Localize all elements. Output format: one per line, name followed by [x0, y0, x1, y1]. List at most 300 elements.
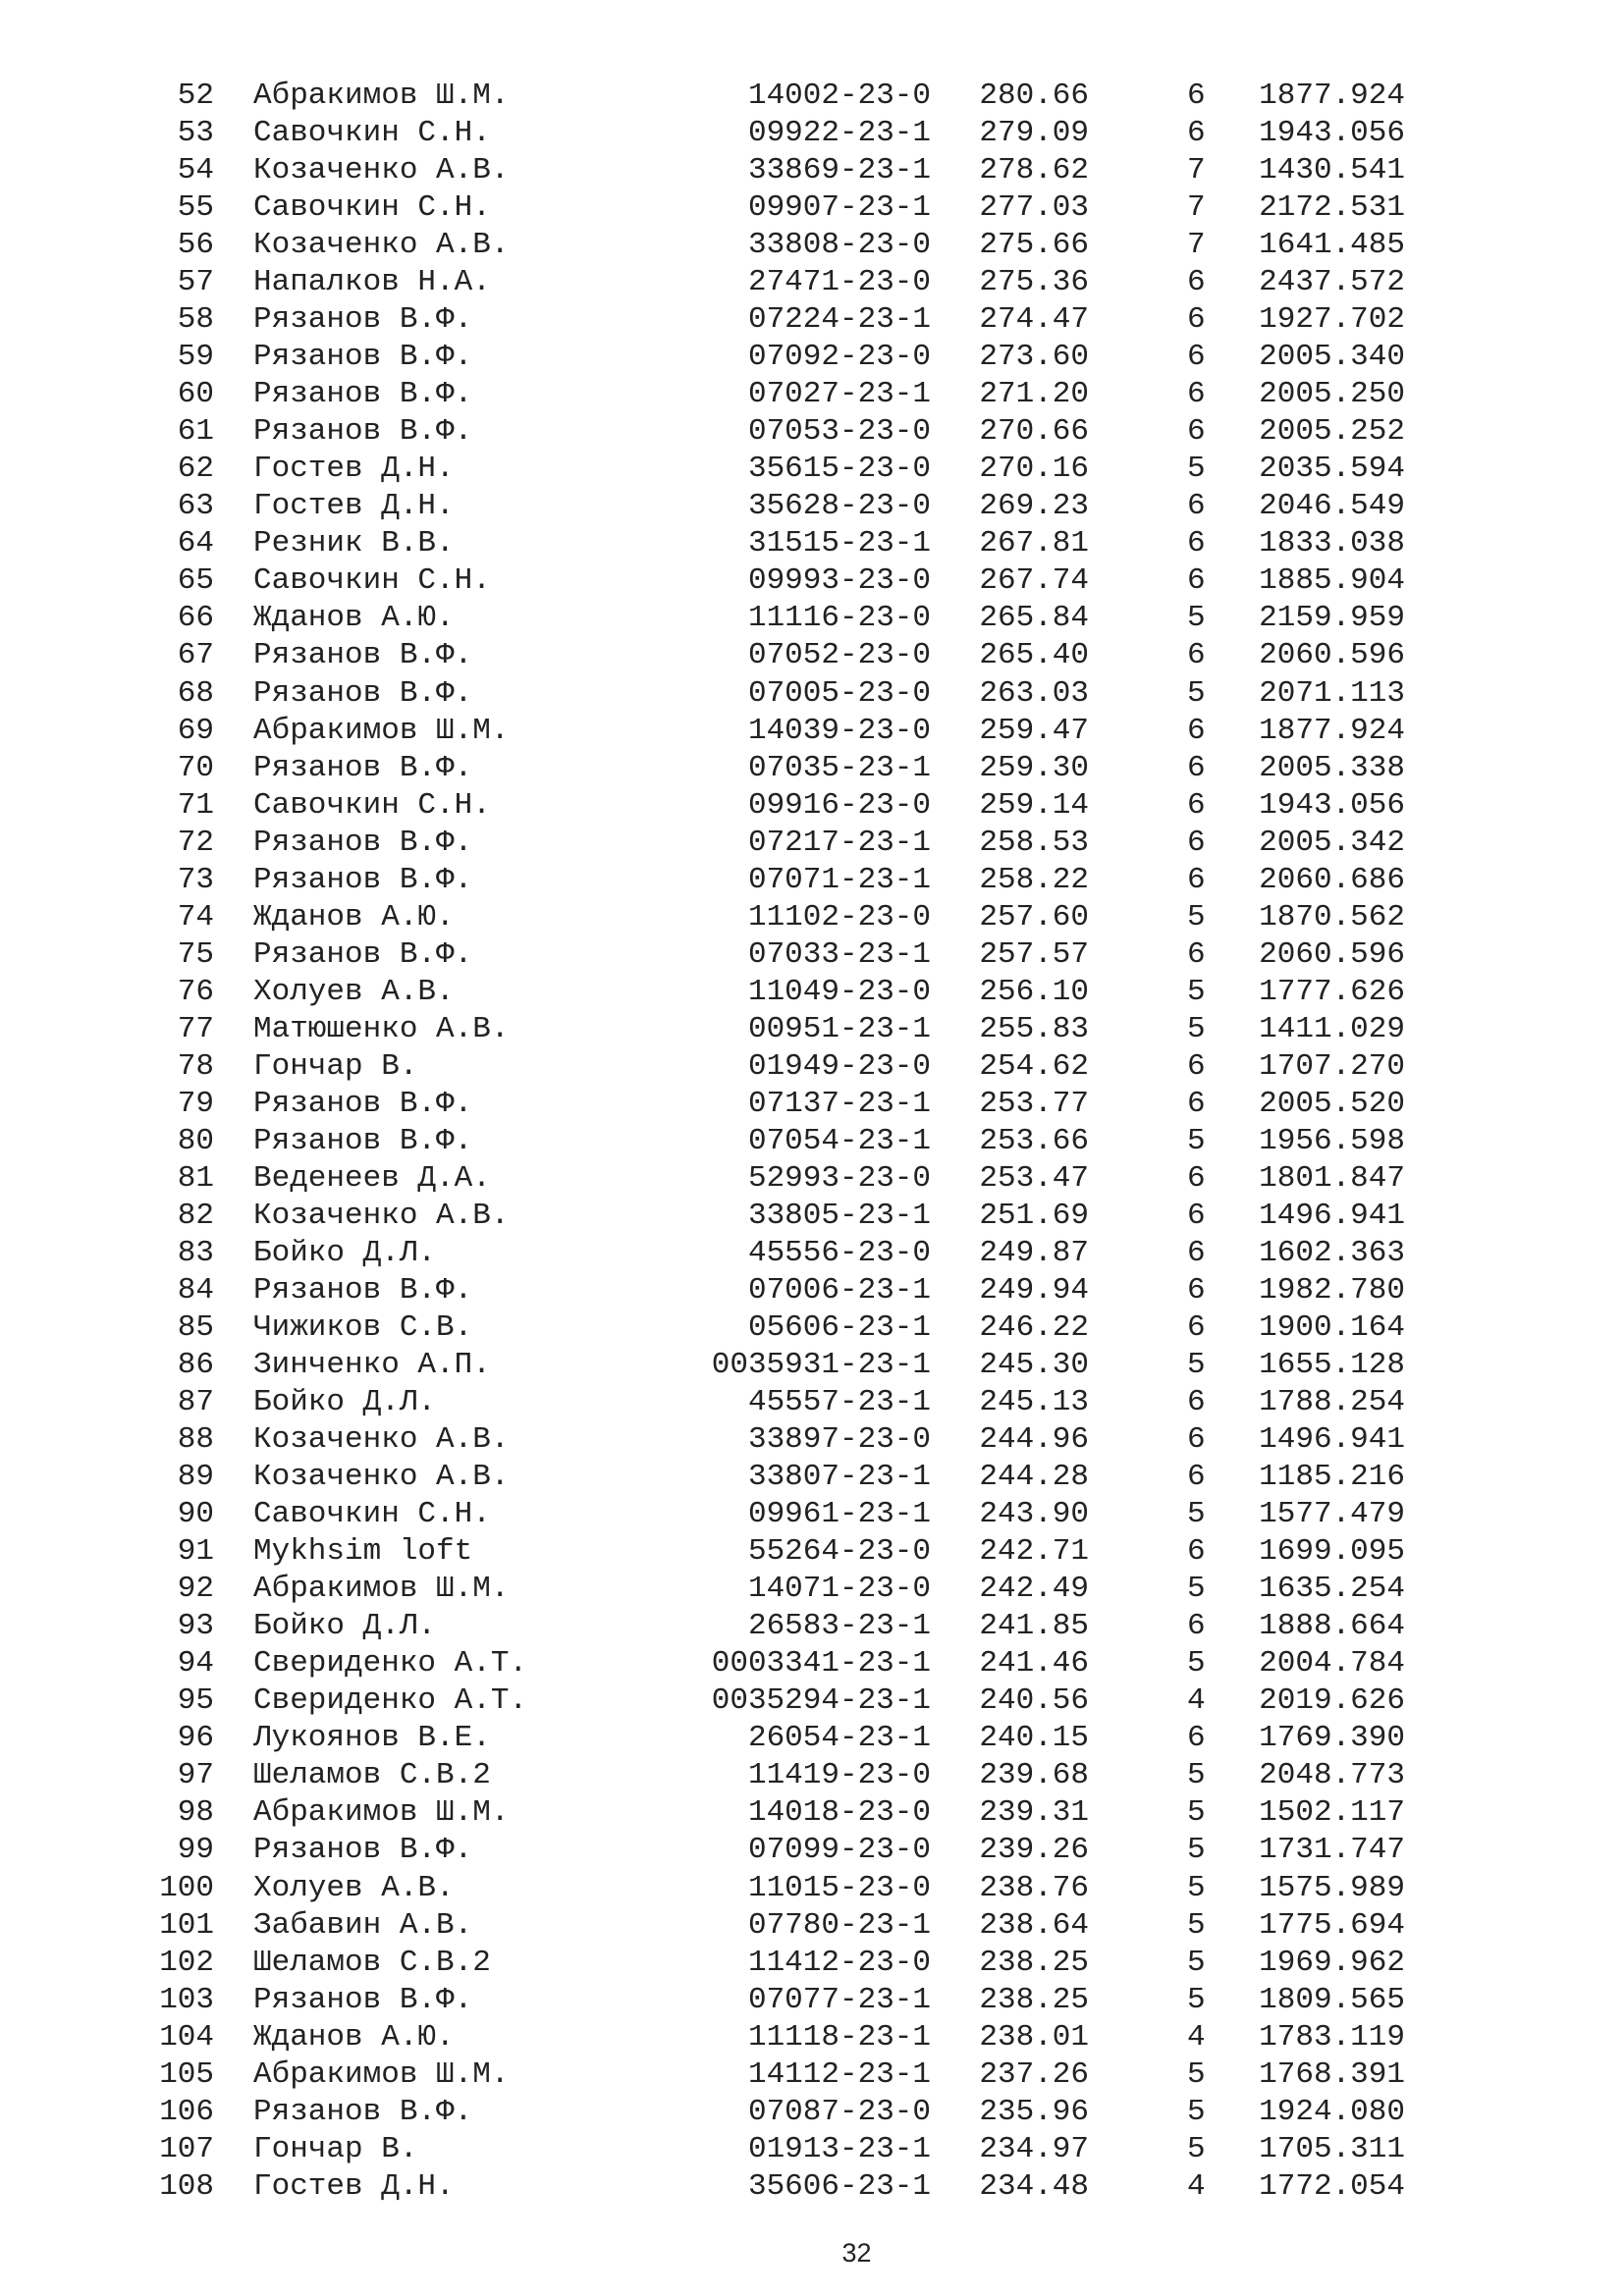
row-score: 253.47 [979, 1160, 1089, 1196]
row-count: 7 [1187, 190, 1206, 226]
row-count: 5 [1187, 1945, 1206, 1980]
row-score: 239.26 [979, 1833, 1089, 1868]
row-total: 1956.598 [1259, 1123, 1405, 1158]
row-name: Шеламов С.В.2 [253, 1945, 491, 1980]
row-score: 269.23 [979, 489, 1089, 524]
list-item [0, 2094, 1624, 2131]
row-score: 265.40 [979, 638, 1089, 673]
row-total: 1496.941 [1259, 1198, 1405, 1233]
row-name: Гостев Д.Н. [253, 2168, 455, 2204]
list-item [0, 899, 1624, 936]
row-number: 107 [159, 2131, 214, 2166]
row-code: 55264-23-0 [747, 1534, 931, 1570]
list-item [0, 1982, 1624, 2019]
row-score: 258.22 [979, 862, 1089, 897]
row-score: 259.30 [979, 750, 1089, 785]
list-item [0, 1011, 1624, 1048]
list-item [0, 1272, 1624, 1309]
row-number: 57 [177, 265, 214, 300]
list-item [0, 936, 1624, 974]
row-total: 1602.363 [1259, 1235, 1405, 1270]
row-number: 89 [177, 1460, 214, 1495]
row-name: Абракимов Ш.М. [253, 1795, 510, 1831]
row-code: 35606-23-1 [747, 2168, 931, 2204]
list-item [0, 78, 1624, 115]
row-code: 26583-23-1 [747, 1609, 931, 1644]
list-item [0, 2056, 1624, 2094]
row-number: 91 [177, 1534, 214, 1570]
row-count: 6 [1187, 750, 1206, 785]
list-item [0, 750, 1624, 787]
list-item [0, 862, 1624, 899]
row-total: 1777.626 [1259, 974, 1405, 1009]
row-code: 14018-23-0 [747, 1795, 931, 1831]
row-total: 1641.485 [1259, 228, 1405, 263]
row-number: 72 [177, 825, 214, 860]
row-code: 33805-23-1 [747, 1198, 931, 1233]
row-count: 5 [1187, 1907, 1206, 1943]
row-name: Гостев Д.Н. [253, 452, 455, 487]
row-total: 1772.054 [1259, 2168, 1405, 2204]
row-code: 01949-23-0 [747, 1048, 931, 1084]
row-code: 45556-23-0 [747, 1235, 931, 1270]
row-code: 00951-23-1 [747, 1011, 931, 1046]
row-total: 1768.391 [1259, 2056, 1405, 2092]
list-item [0, 600, 1624, 637]
row-score: 267.81 [979, 526, 1089, 561]
row-total: 1809.565 [1259, 1982, 1405, 2017]
row-name: Шеламов С.В.2 [253, 1758, 491, 1793]
row-number: 104 [159, 2019, 214, 2055]
list-item [0, 413, 1624, 451]
row-code: 33869-23-1 [747, 153, 931, 188]
row-score: 240.56 [979, 1683, 1089, 1719]
row-total: 1705.311 [1259, 2131, 1405, 2166]
row-count: 5 [1187, 1758, 1206, 1793]
row-score: 256.10 [979, 974, 1089, 1009]
row-score: 270.66 [979, 414, 1089, 450]
row-code: 05606-23-1 [747, 1310, 931, 1346]
row-score: 238.01 [979, 2019, 1089, 2055]
list-item [0, 1086, 1624, 1123]
row-total: 1731.747 [1259, 1833, 1405, 1868]
row-number: 88 [177, 1422, 214, 1458]
row-total: 2019.626 [1259, 1683, 1405, 1719]
row-count: 6 [1187, 1460, 1206, 1495]
row-number: 83 [177, 1235, 214, 1270]
row-number: 103 [159, 1982, 214, 2017]
row-code: 07033-23-1 [747, 936, 931, 972]
row-score: 242.71 [979, 1534, 1089, 1570]
row-number: 78 [177, 1048, 214, 1084]
row-name: Абракимов Ш.М. [253, 713, 510, 748]
list-item [0, 1421, 1624, 1459]
row-name: Гончар В. [253, 1048, 418, 1084]
row-total: 1877.924 [1259, 713, 1405, 748]
list-item [0, 787, 1624, 825]
row-number: 65 [177, 563, 214, 599]
row-count: 6 [1187, 1534, 1206, 1570]
row-number: 81 [177, 1160, 214, 1196]
list-item [0, 1309, 1624, 1347]
row-score: 244.28 [979, 1460, 1089, 1495]
row-number: 92 [177, 1572, 214, 1607]
row-count: 6 [1187, 79, 1206, 113]
row-score: 243.90 [979, 1497, 1089, 1532]
list-item [0, 525, 1624, 562]
row-count: 6 [1187, 116, 1206, 151]
row-code: 27471-23-0 [747, 265, 931, 300]
row-code: 07052-23-0 [747, 638, 931, 673]
list-item [0, 1870, 1624, 1907]
row-score: 255.83 [979, 1011, 1089, 1046]
list-item [0, 825, 1624, 862]
row-count: 6 [1187, 302, 1206, 338]
row-number: 71 [177, 787, 214, 823]
row-name: Чижиков С.В. [253, 1310, 473, 1346]
row-code: 01913-23-1 [747, 2131, 931, 2166]
row-total: 2046.549 [1259, 489, 1405, 524]
row-count: 6 [1187, 713, 1206, 748]
row-total: 2005.340 [1259, 340, 1405, 375]
row-total: 2005.250 [1259, 377, 1405, 412]
row-total: 2060.596 [1259, 936, 1405, 972]
row-name: Савочкин С.Н. [253, 116, 491, 151]
row-code: 07099-23-0 [747, 1833, 931, 1868]
row-code: 07005-23-0 [747, 675, 931, 711]
row-count: 5 [1187, 2131, 1206, 2166]
row-total: 1496.941 [1259, 1422, 1405, 1458]
row-name: Савочкин С.Н. [253, 1497, 491, 1532]
row-code: 09993-23-0 [747, 563, 931, 599]
list-item [0, 1496, 1624, 1533]
row-score: 253.77 [979, 1086, 1089, 1121]
row-score: 263.03 [979, 675, 1089, 711]
row-score: 234.97 [979, 2131, 1089, 2166]
list-item [0, 1048, 1624, 1086]
row-number: 79 [177, 1086, 214, 1121]
row-total: 1927.702 [1259, 302, 1405, 338]
row-count: 5 [1187, 1795, 1206, 1831]
row-code: 07137-23-1 [747, 1086, 931, 1121]
row-code: 09922-23-1 [747, 116, 931, 151]
row-number: 82 [177, 1198, 214, 1233]
row-code: 07092-23-0 [747, 340, 931, 375]
row-number: 60 [177, 377, 214, 412]
row-count: 6 [1187, 1048, 1206, 1084]
row-name: Резник В.В. [253, 526, 455, 561]
row-code: 14071-23-0 [747, 1572, 931, 1607]
row-total: 2035.594 [1259, 452, 1405, 487]
row-code: 11116-23-0 [747, 601, 931, 636]
row-score: 275.66 [979, 228, 1089, 263]
row-code: 07027-23-1 [747, 377, 931, 412]
list-item [0, 637, 1624, 674]
row-count: 6 [1187, 1086, 1206, 1121]
row-total: 1943.056 [1259, 116, 1405, 151]
row-name: Лукоянов В.Е. [253, 1721, 491, 1756]
row-count: 6 [1187, 1198, 1206, 1233]
row-code: 14002-23-0 [747, 79, 931, 113]
row-code: 11118-23-1 [747, 2019, 931, 2055]
list-item [0, 1720, 1624, 1757]
list-item [0, 376, 1624, 413]
row-number: 67 [177, 638, 214, 673]
row-score: 251.69 [979, 1198, 1089, 1233]
row-name: Савочкин С.Н. [253, 563, 491, 599]
row-score: 258.53 [979, 825, 1089, 860]
row-name: Зинченко А.П. [253, 1348, 491, 1383]
list-item [0, 152, 1624, 189]
row-score: 241.85 [979, 1609, 1089, 1644]
row-number: 94 [177, 1646, 214, 1682]
row-score: 242.49 [979, 1572, 1089, 1607]
row-score: 257.57 [979, 936, 1089, 972]
row-code: 33808-23-0 [747, 228, 931, 263]
row-code: 07071-23-1 [747, 862, 931, 897]
row-code: 11419-23-0 [747, 1758, 931, 1793]
row-code: 07054-23-1 [747, 1123, 931, 1158]
row-code: 11412-23-0 [747, 1945, 931, 1980]
row-total: 1870.562 [1259, 899, 1405, 934]
row-code: 33897-23-0 [747, 1422, 931, 1458]
row-count: 5 [1187, 1870, 1206, 1905]
row-count: 5 [1187, 1497, 1206, 1532]
row-count: 6 [1187, 526, 1206, 561]
row-name: Холуев А.В. [253, 974, 455, 1009]
row-total: 2159.959 [1259, 601, 1405, 636]
list-item [0, 713, 1624, 750]
row-number: 105 [159, 2056, 214, 2092]
row-name: Козаченко А.В. [253, 1198, 510, 1233]
row-score: 265.84 [979, 601, 1089, 636]
list-item [0, 264, 1624, 301]
row-number: 100 [159, 1870, 214, 1905]
row-score: 257.60 [979, 899, 1089, 934]
row-count: 4 [1187, 1683, 1206, 1719]
row-number: 75 [177, 936, 214, 972]
row-number: 66 [177, 601, 214, 636]
row-number: 58 [177, 302, 214, 338]
row-number: 98 [177, 1795, 214, 1831]
row-name: Гостев Д.Н. [253, 489, 455, 524]
row-count: 6 [1187, 414, 1206, 450]
row-name: Козаченко А.В. [253, 1422, 510, 1458]
row-total: 2060.686 [1259, 862, 1405, 897]
row-number: 59 [177, 340, 214, 375]
row-score: 259.14 [979, 787, 1089, 823]
row-count: 4 [1187, 2019, 1206, 2055]
list-item [0, 1459, 1624, 1496]
row-total: 1655.128 [1259, 1348, 1405, 1383]
row-name: Жданов А.Ю. [253, 601, 455, 636]
list-item [0, 227, 1624, 264]
row-number: 73 [177, 862, 214, 897]
list-item [0, 2168, 1624, 2206]
row-name: Жданов А.Ю. [253, 899, 455, 934]
list-item [0, 2131, 1624, 2168]
row-total: 1833.038 [1259, 526, 1405, 561]
row-name: Савочкин С.Н. [253, 190, 491, 226]
row-score: 249.94 [979, 1273, 1089, 1308]
row-count: 6 [1187, 1609, 1206, 1644]
row-count: 5 [1187, 675, 1206, 711]
row-number: 108 [159, 2168, 214, 2204]
row-count: 6 [1187, 1235, 1206, 1270]
row-score: 280.66 [979, 79, 1089, 113]
row-total: 1900.164 [1259, 1310, 1405, 1346]
row-number: 80 [177, 1123, 214, 1158]
row-code: 26054-23-1 [747, 1721, 931, 1756]
list-item [0, 1235, 1624, 1272]
row-name: Напалков Н.А. [253, 265, 491, 300]
row-total: 1969.962 [1259, 1945, 1405, 1980]
list-item [0, 1945, 1624, 1982]
row-number: 53 [177, 116, 214, 151]
row-name: Свериденко А.Т. [253, 1646, 528, 1682]
row-total: 1707.270 [1259, 1048, 1405, 1084]
row-count: 6 [1187, 1422, 1206, 1458]
row-total: 2060.596 [1259, 638, 1405, 673]
row-code: 09961-23-1 [747, 1497, 931, 1532]
row-code: 14039-23-0 [747, 713, 931, 748]
row-count: 5 [1187, 1572, 1206, 1607]
row-count: 6 [1187, 638, 1206, 673]
row-name: Козаченко А.В. [253, 228, 510, 263]
row-total: 1769.390 [1259, 1721, 1405, 1756]
row-count: 6 [1187, 862, 1206, 897]
list-item [0, 189, 1624, 227]
row-name: Свериденко А.Т. [253, 1683, 528, 1719]
row-name: Рязанов В.Ф. [253, 1982, 473, 2017]
row-total: 1801.847 [1259, 1160, 1405, 1196]
row-number: 76 [177, 974, 214, 1009]
row-code: 07053-23-0 [747, 414, 931, 450]
row-number: 61 [177, 414, 214, 450]
row-name: Рязанов В.Ф. [253, 1123, 473, 1158]
row-score: 249.87 [979, 1235, 1089, 1270]
row-number: 55 [177, 190, 214, 226]
row-count: 7 [1187, 228, 1206, 263]
row-score: 241.46 [979, 1646, 1089, 1682]
row-code: 35628-23-0 [747, 489, 931, 524]
row-code: 11049-23-0 [747, 974, 931, 1009]
row-count: 4 [1187, 2168, 1206, 2204]
row-code: 0035931-23-1 [711, 1348, 931, 1383]
row-code: 45557-23-1 [747, 1385, 931, 1420]
row-score: 240.15 [979, 1721, 1089, 1756]
list-item [0, 1794, 1624, 1832]
row-name: Абракимов Ш.М. [253, 2056, 510, 2092]
row-score: 245.30 [979, 1348, 1089, 1383]
row-total: 1575.989 [1259, 1870, 1405, 1905]
list-item [0, 1907, 1624, 1945]
row-count: 6 [1187, 1310, 1206, 1346]
row-code: 07224-23-1 [747, 302, 931, 338]
row-name: Бойко Д.Л. [253, 1609, 437, 1644]
row-score: 273.60 [979, 340, 1089, 375]
row-count: 6 [1187, 1273, 1206, 1308]
row-count: 6 [1187, 265, 1206, 300]
row-total: 2005.520 [1259, 1086, 1405, 1121]
row-total: 1699.095 [1259, 1534, 1405, 1570]
row-count: 6 [1187, 936, 1206, 972]
row-score: 278.62 [979, 153, 1089, 188]
list-item [0, 1123, 1624, 1160]
list-item [0, 1832, 1624, 1869]
row-name: Рязанов В.Ф. [253, 675, 473, 711]
row-score: 238.76 [979, 1870, 1089, 1905]
row-name: Рязанов В.Ф. [253, 1273, 473, 1308]
list-item [0, 1608, 1624, 1645]
list-item [0, 675, 1624, 713]
row-name: Mykhsim loft [253, 1534, 473, 1570]
row-code: 35615-23-0 [747, 452, 931, 487]
row-name: Рязанов В.Ф. [253, 936, 473, 972]
row-name: Матюшенко А.В. [253, 1011, 510, 1046]
list-item [0, 115, 1624, 152]
row-total: 1577.479 [1259, 1497, 1405, 1532]
list-item [0, 974, 1624, 1011]
row-number: 77 [177, 1011, 214, 1046]
row-score: 244.96 [979, 1422, 1089, 1458]
row-number: 95 [177, 1683, 214, 1719]
row-name: Рязанов В.Ф. [253, 750, 473, 785]
row-name: Гончар В. [253, 2131, 418, 2166]
row-total: 1502.117 [1259, 1795, 1405, 1831]
row-code: 07780-23-1 [747, 1907, 931, 1943]
row-score: 239.68 [979, 1758, 1089, 1793]
row-count: 5 [1187, 1011, 1206, 1046]
row-score: 279.09 [979, 116, 1089, 151]
row-score: 259.47 [979, 713, 1089, 748]
row-number: 84 [177, 1273, 214, 1308]
row-count: 5 [1187, 899, 1206, 934]
row-total: 2048.773 [1259, 1758, 1405, 1793]
row-count: 6 [1187, 489, 1206, 524]
row-score: 271.20 [979, 377, 1089, 412]
row-total: 1411.029 [1259, 1011, 1405, 1046]
row-number: 87 [177, 1385, 214, 1420]
row-code: 07217-23-1 [747, 825, 931, 860]
list-item [0, 2019, 1624, 2056]
row-name: Рязанов В.Ф. [253, 302, 473, 338]
row-name: Бойко Д.Л. [253, 1235, 437, 1270]
list-item [0, 1347, 1624, 1384]
row-score: 245.13 [979, 1385, 1089, 1420]
row-code: 52993-23-0 [747, 1160, 931, 1196]
row-count: 6 [1187, 1385, 1206, 1420]
row-total: 2071.113 [1259, 675, 1405, 711]
list-item [0, 1198, 1624, 1235]
row-score: 238.64 [979, 1907, 1089, 1943]
row-score: 267.74 [979, 563, 1089, 599]
row-name: Абракимов Ш.М. [253, 1572, 510, 1607]
row-name: Козаченко А.В. [253, 153, 510, 188]
row-code: 0003341-23-1 [711, 1646, 931, 1682]
row-name: Рязанов В.Ф. [253, 638, 473, 673]
row-code: 07006-23-1 [747, 1273, 931, 1308]
row-score: 270.16 [979, 452, 1089, 487]
row-number: 68 [177, 675, 214, 711]
row-score: 234.48 [979, 2168, 1089, 2204]
list-item [0, 1384, 1624, 1421]
list-item [0, 562, 1624, 600]
row-total: 1924.080 [1259, 2094, 1405, 2129]
page-number: 32 [841, 2238, 872, 2268]
row-total: 1982.780 [1259, 1273, 1405, 1308]
row-number: 106 [159, 2094, 214, 2129]
